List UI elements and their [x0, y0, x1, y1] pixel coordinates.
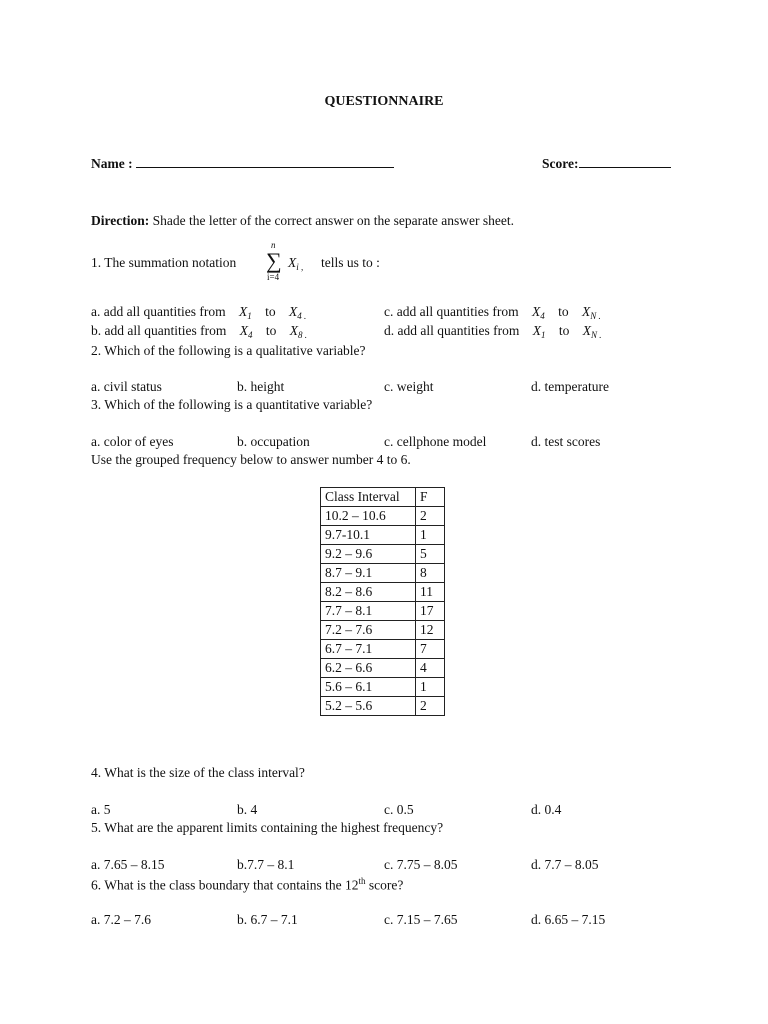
score-label: Score:	[542, 156, 579, 171]
question-5-text: 5. What are the apparent limits containing the highest frequency?	[91, 820, 444, 835]
frequency-table	[320, 487, 445, 716]
table-row: 9.7-10.1 1	[321, 526, 445, 545]
q1-option-d[interactable]: d. add all quantities from $X_1$ to $X_{N .}$	[384, 323, 602, 340]
table-intro: Use the grouped frequency below to answer number 4 to 6.	[91, 452, 411, 467]
name-blank[interactable]	[136, 154, 394, 168]
table-row: 6.2 – 6.6 4	[321, 659, 445, 678]
question-2-text: 2. Which of the following is a qualitative variable?	[91, 343, 366, 358]
table-row: 8.7 – 9.1 8	[321, 564, 445, 583]
name-row	[91, 154, 394, 172]
summation-icon: ∑	[266, 248, 282, 273]
score-row	[542, 154, 671, 172]
q6-option-b[interactable]: b. 6.7 – 7.1	[237, 912, 298, 927]
page-title: QUESTIONNAIRE	[324, 94, 444, 109]
q3-option-a[interactable]: a. color of eyes	[91, 434, 174, 449]
question-1-after: tells us to :	[321, 255, 380, 270]
q4-option-d[interactable]: d. 0.4	[531, 802, 562, 817]
q2-option-c[interactable]: c. weight	[384, 379, 434, 394]
q3-option-d[interactable]: d. test scores	[531, 434, 601, 449]
table-header-row	[321, 488, 445, 507]
q2-option-b[interactable]: b. height	[237, 379, 285, 394]
name-label: Name :	[91, 156, 133, 171]
q6-option-d[interactable]: d. 6.65 – 7.15	[531, 912, 606, 927]
table-row: 5.2 – 5.6 2	[321, 697, 445, 716]
table-row: 8.2 – 8.6 11	[321, 583, 445, 602]
header-class-interval: Class Interval	[321, 488, 416, 507]
score-blank[interactable]	[579, 154, 671, 168]
question-1-text: 1. The summation notation	[91, 255, 237, 270]
summation-upper-limit: n	[271, 240, 276, 250]
q1-option-a[interactable]: a. add all quantities from $X_1$ to $X_{4 .}$	[91, 304, 307, 321]
header-frequency: F	[416, 488, 445, 507]
table-row: 9.2 – 9.6 5	[321, 545, 445, 564]
q3-option-b[interactable]: b. occupation	[237, 434, 310, 449]
direction	[91, 213, 514, 229]
q4-option-c[interactable]: c. 0.5	[384, 802, 414, 817]
q2-option-a[interactable]: a. civil status	[91, 379, 162, 394]
q4-option-a[interactable]: a. 5	[91, 802, 111, 817]
q5-option-c[interactable]: c. 7.75 – 8.05	[384, 857, 458, 872]
summation-term: $X_{i ,}$	[288, 255, 304, 272]
question-3-text: 3. Which of the following is a quantitative variable?	[91, 397, 373, 412]
q5-option-a[interactable]: a. 7.65 – 8.15	[91, 857, 165, 872]
table-row: 5.6 – 6.1 1	[321, 678, 445, 697]
table-row: 7.2 – 7.6 12	[321, 621, 445, 640]
q1-option-c[interactable]: c. add all quantities from $X_4$ to $X_{N .}$	[384, 304, 601, 321]
direction-label: Direction:	[91, 213, 150, 228]
q3-option-c[interactable]: c. cellphone model	[384, 434, 487, 449]
q5-option-b[interactable]: b.7.7 – 8.1	[237, 857, 295, 872]
direction-text: Shade the letter of the correct answer on the separate answer sheet.	[149, 213, 514, 228]
summation-lower-limit: i=4	[267, 272, 280, 282]
table-row: 6.7 – 7.1 7	[321, 640, 445, 659]
q4-option-b[interactable]: b. 4	[237, 802, 258, 817]
q6-option-a[interactable]: a. 7.2 – 7.6	[91, 912, 151, 927]
q1-option-b[interactable]: b. add all quantities from $X_4$ to $X_{8 .}$	[91, 323, 307, 340]
q2-option-d[interactable]: d. temperature	[531, 379, 609, 394]
question-6-text: 6. What is the class boundary that contains the 12th score?	[91, 876, 404, 893]
q6-option-c[interactable]: c. 7.15 – 7.65	[384, 912, 458, 927]
question-4-text: 4. What is the size of the class interval?	[91, 765, 305, 780]
table-row: 7.7 – 8.1 17	[321, 602, 445, 621]
q5-option-d[interactable]: d. 7.7 – 8.05	[531, 857, 599, 872]
table-row: 10.2 – 10.6 2	[321, 507, 445, 526]
